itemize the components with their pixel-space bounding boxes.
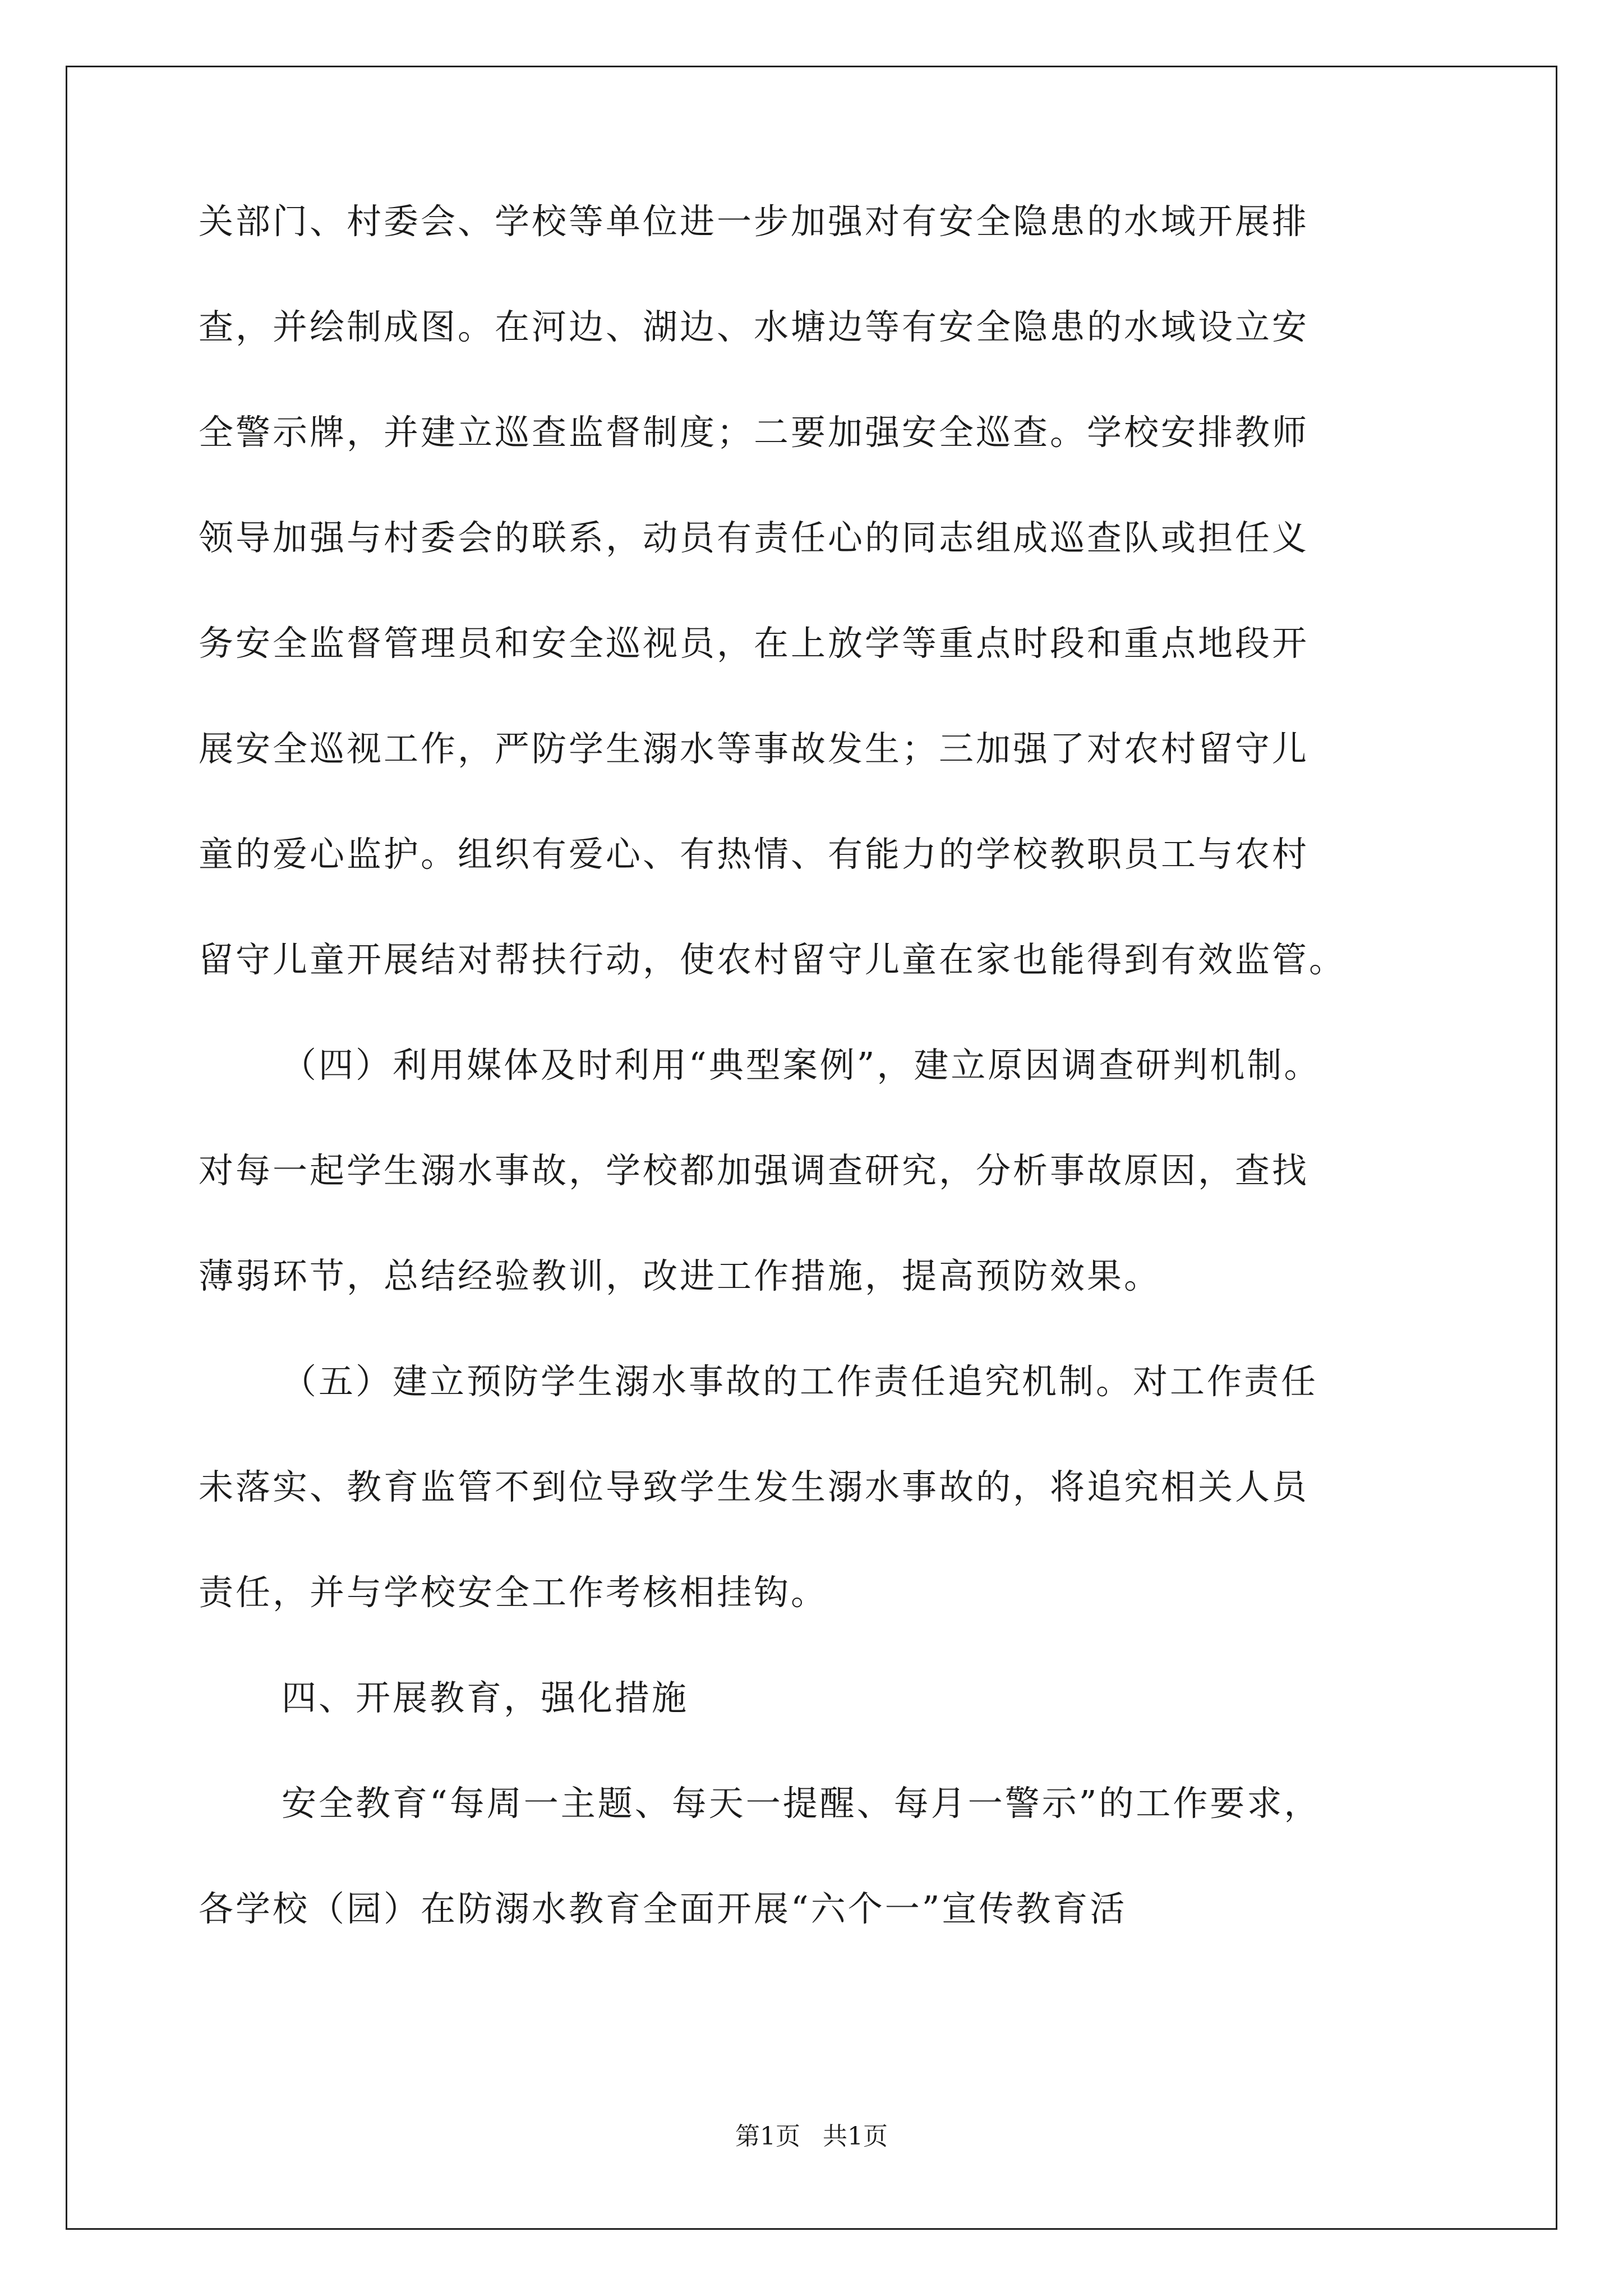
text-line: 责任，并与学校安全工作考核相挂钩。 bbox=[199, 1572, 828, 1613]
text-line: 务安全监督管理员和安全巡视员，在上放学等重点时段和重点地段开 bbox=[199, 623, 1310, 664]
text-line: 展安全巡视工作，严防学生溺水等事故发生；三加强了对农村留守儿 bbox=[199, 728, 1310, 769]
page-footer bbox=[0, 2123, 1623, 2151]
text-line: 各学校（园）在防溺水教育全面开展“六个一”宣传教育活 bbox=[199, 1888, 1127, 1929]
text-line: 查，并绘制成图。在河边、湖边、水塘边等有安全隐患的水域设立安 bbox=[199, 306, 1310, 347]
document-body bbox=[199, 202, 1432, 1995]
text-line: 薄弱环节，总结经验教训，改进工作措施，提高预防效果。 bbox=[199, 1255, 1161, 1296]
text-line: 全警示牌，并建立巡查监督制度；二要加强安全巡查。学校安排教师 bbox=[199, 412, 1310, 453]
text-line: 留守儿童开展结对帮扶行动，使农村留守儿童在家也能得到有效监管。 bbox=[199, 939, 1347, 980]
text-line: 童的爱心监护。组织有爱心、有热情、有能力的学校教职员工与农村 bbox=[199, 834, 1310, 875]
text-line: 关部门、村委会、学校等单位进一步加强对有安全隐患的水域开展排 bbox=[199, 201, 1310, 242]
text-line: 未落实、教育监管不到位导致学生发生溺水事故的，将追究相关人员 bbox=[199, 1466, 1310, 1507]
page-number: 第1页 bbox=[735, 2122, 800, 2151]
section-heading: 四、开展教育，强化措施 bbox=[282, 1677, 689, 1718]
paragraph-start-line: （五）建立预防学生溺水事故的工作责任追究机制。对工作责任 bbox=[282, 1361, 1318, 1402]
text-line: 对每一起学生溺水事故，学校都加强调查研究，分析事故原因，查找 bbox=[199, 1150, 1310, 1191]
paragraph-start-line: （四）利用媒体及时利用“典型案例”，建立原因调查研判机制。 bbox=[282, 1045, 1321, 1085]
page-total: 共1页 bbox=[823, 2122, 888, 2151]
text-line: 领导加强与村委会的联系，动员有责任心的同志组成巡查队或担任义 bbox=[199, 517, 1310, 558]
paragraph-start-line: 安全教育“每周一主题、每天一提醒、每月一警示”的工作要求， bbox=[282, 1783, 1321, 1824]
